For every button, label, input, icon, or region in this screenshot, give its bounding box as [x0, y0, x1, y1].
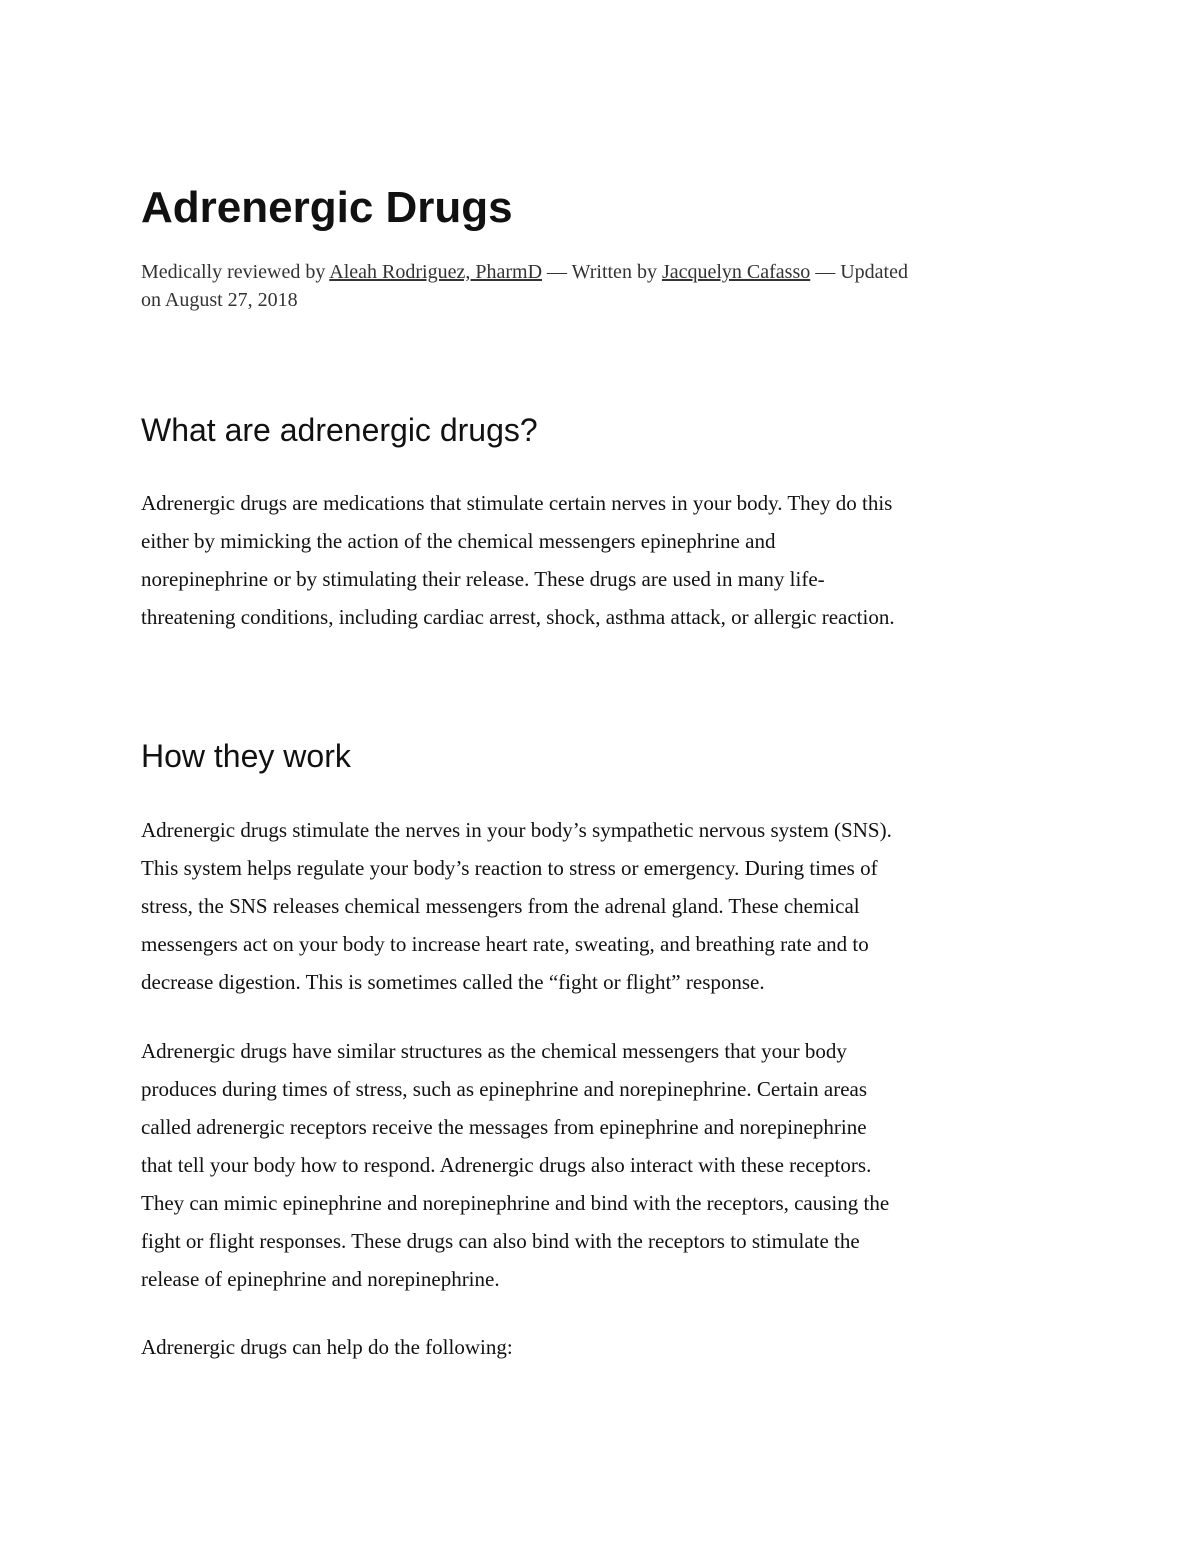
written-prefix: — Written by [542, 261, 662, 283]
text-line: threatening conditions, including cardiac arrest, shock, asthma attack, or allergic reaction. [141, 605, 895, 629]
updated-prefix: — Updated [810, 261, 908, 283]
text-line: Adrenergic drugs can help do the following: [141, 1335, 513, 1359]
section-heading-how-they-work: How they work [141, 738, 351, 774]
reviewer-link[interactable]: Aleah Rodriguez, PharmD [329, 261, 543, 283]
text-line: Adrenergic drugs have similar structures as the chemical messengers that your body [141, 1039, 847, 1063]
byline [141, 258, 1056, 314]
text-line: fight or flight responses. These drugs can also bind with the receptors to stimulate the [141, 1229, 860, 1253]
text-line: decrease digestion. This is sometimes called the “fight or flight” response. [141, 970, 765, 994]
paragraph-definition [141, 484, 1061, 636]
paragraph-sns [141, 811, 1061, 1001]
text-line: produces during times of stress, such as epinephrine and norepinephrine. Certain areas [141, 1077, 868, 1101]
text-line: This system helps regulate your body’s reaction to stress or emergency. During times of [141, 856, 878, 880]
section-heading-what-are: What are adrenergic drugs? [141, 412, 538, 448]
paragraph-list-intro [141, 1328, 1061, 1366]
text-line: either by mimicking the action of the chemical messengers epinephrine and [141, 529, 776, 553]
text-line: Adrenergic drugs are medications that stimulate certain nerves in your body. They do this [141, 491, 893, 515]
text-line: that tell your body how to respond. Adrenergic drugs also interact with these receptors. [141, 1153, 872, 1177]
text-line: messengers act on your body to increase heart rate, sweating, and breathing rate and to [141, 932, 869, 956]
text-line: called adrenergic receptors receive the messages from epinephrine and norepinephrine [141, 1115, 867, 1139]
text-line: release of epinephrine and norepinephrine. [141, 1267, 500, 1291]
writer-link[interactable]: Jacquelyn Cafasso [661, 261, 811, 283]
paragraph-receptors [141, 1032, 1061, 1298]
text-line: norepinephrine or by stimulating their release. These drugs are used in many life- [141, 567, 825, 591]
text-line: Adrenergic drugs stimulate the nerves in your body’s sympathetic nervous system (SNS). [141, 818, 892, 842]
updated-date: on August 27, 2018 [141, 289, 298, 311]
text-line: They can mimic epinephrine and norepinephrine and bind with the receptors, causing the [141, 1191, 890, 1215]
page-title: Adrenergic Drugs [141, 183, 513, 232]
reviewed-prefix: Medically reviewed by [141, 261, 330, 283]
text-line: stress, the SNS releases chemical messengers from the adrenal gland. These chemical [141, 894, 860, 918]
